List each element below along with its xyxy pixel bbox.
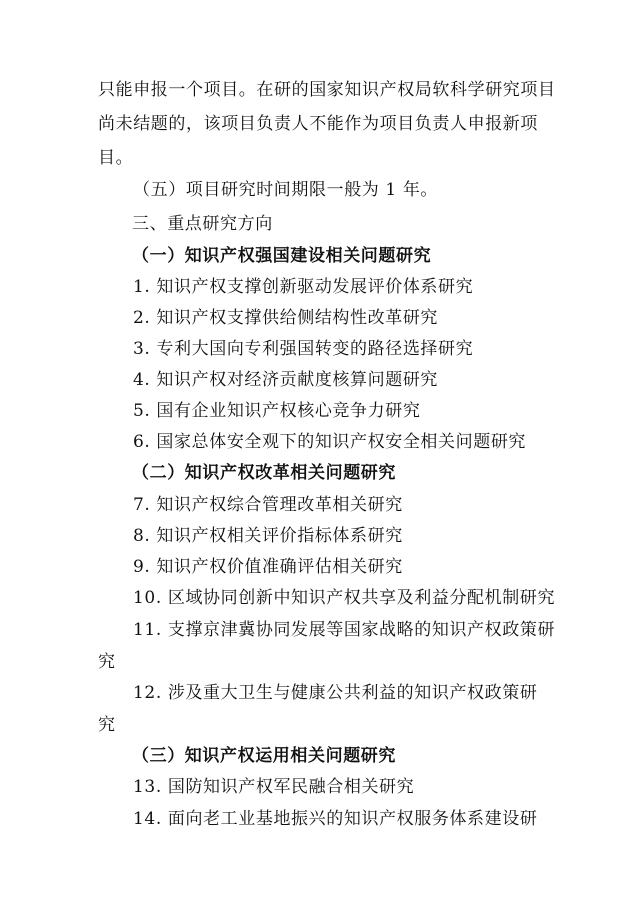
list-item: 2. 知识产权支撑供给侧结构性改革研究 [133, 308, 439, 328]
subsection-heading: （二）知识产权改革相关问题研究 [132, 463, 396, 483]
list-item: 1. 知识产权支撑创新驱动发展评价体系研究 [133, 277, 474, 297]
list-item: 13. 国防知识产权军民融合相关研究 [133, 777, 415, 797]
subsection-heading: （三）知识产权运用相关问题研究 [132, 746, 396, 766]
list-item-continuation: 究 [98, 715, 116, 735]
list-item: 5. 国有企业知识产权核心竞争力研究 [133, 401, 421, 421]
list-item: 6. 国家总体安全观下的知识产权安全相关问题研究 [133, 432, 527, 452]
list-item-continuation: 究 [98, 652, 116, 672]
list-item: 12. 涉及重大卫生与健康公共利益的知识产权政策研 [133, 683, 538, 703]
paragraph-line: 只能申报一个项目。在研的国家知识产权局软科学研究项目 [98, 80, 556, 100]
list-item: 4. 知识产权对经济贡献度核算问题研究 [133, 370, 439, 390]
section-heading: 三、重点研究方向 [132, 214, 273, 234]
list-item: 8. 知识产权相关评价指标体系研究 [133, 526, 403, 546]
list-item: 14. 面向老工业基地振兴的知识产权服务体系建设研 [133, 809, 538, 829]
list-item: 10. 区域协同创新中知识产权共享及利益分配机制研究 [133, 588, 556, 608]
paragraph-term: （五）项目研究时间期限一般为 1 年。 [133, 180, 439, 200]
list-item: 11. 支撑京津冀协同发展等国家战略的知识产权政策研 [133, 620, 556, 640]
subsection-heading: （一）知识产权强国建设相关问题研究 [132, 246, 432, 266]
list-item: 3. 专利大国向专利强国转变的路径选择研究 [133, 339, 474, 359]
list-item: 7. 知识产权综合管理改革相关研究 [133, 495, 403, 515]
paragraph-line: 尚未结题的，该项目负责人不能作为项目负责人申报新项 [98, 114, 538, 134]
list-item: 9. 知识产权价值准确评估相关研究 [133, 557, 403, 577]
paragraph-line: 目。 [98, 148, 134, 168]
